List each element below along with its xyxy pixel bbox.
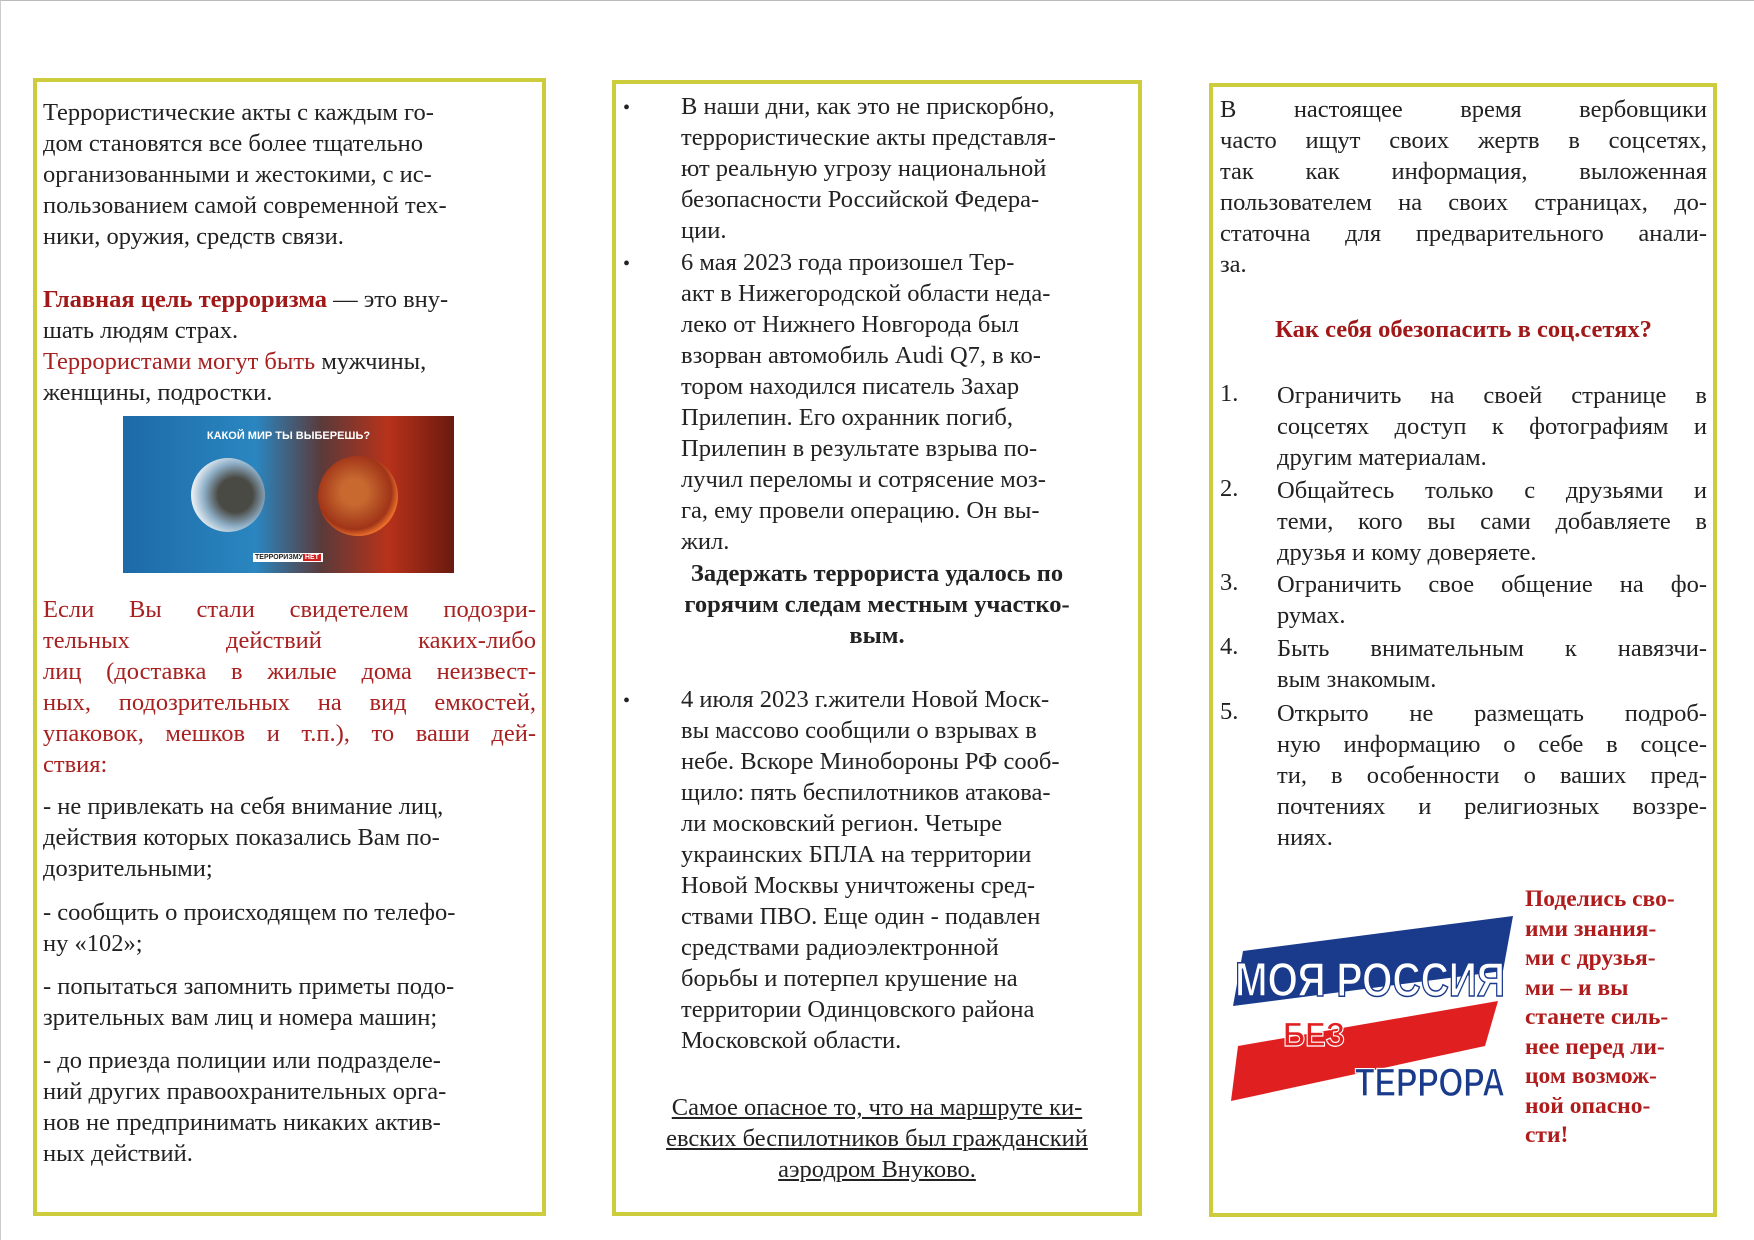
poster-title: КАКОЙ МИР ТЫ ВЫБЕРЕШЬ? [206,430,371,442]
list-item [1277,569,1707,631]
news-item [681,247,1050,557]
who-text: мужчины, [315,348,427,375]
text-line: аэродром Внуково. [778,1156,976,1183]
badge-text: ТЕРРОРИЗМУ [255,554,303,561]
text-line: щило: пять беспилотников атакова- [681,779,1051,806]
text-line: вы массово сообщили о взрывах в [681,717,1037,744]
text-line: тором находился писатель Захар [681,373,1020,400]
text-line: станете силь- [1525,1004,1669,1030]
text-line: взорван автомобиль Audi Q7, в ко- [681,342,1041,369]
text-line: организованными и жестокими, с ис- [43,161,432,188]
text-line: пользованием самой современной тех- [43,192,447,219]
text-line: ими знания- [1525,915,1657,942]
text-line: так как информация, выложенная [1220,158,1707,185]
text-line: пользователем на своих страницах, до- [1220,189,1707,216]
text-line: средствами радиоэлектронной [681,934,999,961]
list-item [1277,380,1707,473]
text-line: ную информацию о себе в соцсе- [1277,731,1707,758]
text-line: Быть внимательным к навязчи- [1277,635,1707,662]
text-line: действия которых показались Вам по- [43,824,440,851]
who-label: Террористами могут быть [43,348,316,375]
goal-label: Главная цель терроризма [43,286,328,313]
text-line: ний других правоохранительных орга- [43,1078,447,1105]
text-line: ти, в особенности о ваших пред- [1277,762,1707,789]
text-line: вым. [849,622,905,649]
text-line: 4 июля 2023 г.жители Новой Моск- [681,686,1050,713]
text-line: - сообщить о происходящем по телефо- [43,899,456,926]
text-line: другим материалам. [1277,444,1487,471]
text-line: акт в Нижегородской области неда- [681,280,1051,307]
action-item [43,897,455,959]
text-line: Если Вы стали свидетелем подозри- [43,596,536,623]
text-line: борьбы и потерпел крушение на [681,965,1018,992]
text-line: безопасности Российской Федера- [681,186,1040,213]
text-line: ниях. [1277,824,1333,851]
text-line: упаковок, мешков и т.п.), то ваши дей- [43,720,536,747]
text-line: 6 мая 2023 года произошел Тер- [681,249,1015,276]
text-line: ми с друзья- [1525,945,1656,971]
list-number: 3. [1220,569,1239,596]
text-line: Террористические акты с каждым го- [43,99,434,126]
poster-badge [253,553,323,562]
text-line: Поделись сво- [1525,886,1675,912]
list-item [1277,633,1707,695]
text-line: теми, кого вы сами добавляете в [1277,508,1707,535]
goal-paragraph [43,284,448,408]
text-line: ных действий. [43,1140,193,1167]
text-line: ной опасно- [1525,1092,1651,1119]
globe-bomb-icon [318,456,398,536]
list-item [1277,475,1707,568]
text-line: зрительных вам лиц и номера машин; [43,1004,438,1031]
text-line: - до приезда полиции или подразделе- [43,1047,441,1074]
text-line: Самое опасное то, что на маршруте ки- [671,1094,1083,1121]
text-line: ники, оружия, средств связи. [43,223,344,250]
text-line: ции. [681,217,727,244]
witness-paragraph [43,594,536,780]
text-line: часто ищут своих жертв в соцсетях, [1220,127,1707,154]
text-line: ствами ПВО. Еще один - подавлен [681,903,1041,930]
text-line: ют реальную угрозу национальной [681,155,1047,182]
text-line: Ограничить свое общение на фо- [1277,571,1707,598]
list-number: 1. [1220,380,1239,407]
text-line: нее перед ли- [1525,1033,1665,1060]
list-number: 4. [1220,633,1239,660]
text-line: почтениях и религиозных воззре- [1277,793,1707,820]
text-line: ми – и вы [1525,974,1629,1001]
action-item [43,791,443,884]
text-line: Прилепин. Его охранник погиб, [681,404,1014,431]
list-number: 2. [1220,475,1239,502]
goal-text: — это вну- [327,286,449,313]
text-line: га, ему провели операцию. Он вы- [681,497,1040,524]
list-item [1277,698,1707,853]
text-line: жил. [681,528,730,555]
text-line: Общайтесь только с друзьями и [1277,477,1707,504]
bullet-icon: • [623,253,631,275]
action-item [43,1045,446,1169]
badge-no: НЕТ [304,554,319,561]
recruiters-paragraph [1220,94,1707,280]
text-line: леко от Нижнего Новгорода был [681,311,1020,338]
text-line: - попытаться запомнить приметы подо- [43,973,455,1000]
logo-text-2: БЕЗ [1283,1016,1345,1054]
text-line: румах. [1277,602,1346,629]
text-line: тельных действий каких-либо [43,627,536,654]
text-line: украинских БПЛА на территории [681,841,1032,868]
text-line: за. [1220,251,1247,278]
text-line: дом становятся все более тщательно [43,130,424,157]
text-line: В наши дни, как это не прискорбно, [681,93,1055,120]
text-line: Ограничить на своей странице в [1277,382,1707,409]
bullet-icon: • [623,690,631,712]
news-item [681,91,1056,246]
intro-paragraph [43,97,447,252]
text-line: лучил переломы и сотрясение моз- [681,466,1046,493]
share-knowledge-note [1525,885,1675,1151]
news-item [681,684,1059,1056]
text-line: Московской области. [681,1027,902,1054]
text-line: нов не предпринимать никаких актив- [43,1109,441,1136]
who-text-2: женщины, подростки. [43,379,273,406]
text-line: - не привлекать на себя внимание лиц, [43,793,444,820]
text-line: ствия: [43,751,108,778]
goal-text-2: шать людям страх. [43,317,239,344]
text-line: лиц (доставка в жилые дома неизвест- [43,658,536,685]
moya-rossiya-logo [1223,896,1518,1121]
text-line: ну «102»; [43,930,143,957]
text-line: Прилепин в результате взрыва по- [681,435,1038,462]
poster-image [123,416,454,573]
text-line: вым знакомым. [1277,666,1437,693]
text-line: территории Одинцовского района [681,996,1035,1023]
arrest-note [622,558,1132,651]
text-line: сти! [1525,1122,1569,1148]
text-line: ных, подозрительных на вид емкостей, [43,689,536,716]
danger-note [622,1092,1132,1185]
text-line: В настоящее время вербовщики [1220,96,1707,123]
safety-heading: Как себя обезопасить в соц.сетях? [1275,316,1652,343]
text-line: Задержать террориста удалось по [690,560,1064,587]
text-line: дозрительными; [43,855,213,882]
text-line: ли московский регион. Четыре [681,810,1003,837]
action-item [43,971,454,1033]
text-line: соцсетях доступ к фотографиям и [1277,413,1707,440]
text-line: Открыто не размещать подроб- [1277,700,1707,727]
text-line: небе. Вскоре Минобороны РФ сооб- [681,748,1060,775]
text-line: террористические акты представля- [681,124,1056,151]
bullet-icon: • [623,97,631,119]
logo-text-3: ТЕРРОРА [1355,1061,1505,1105]
list-number: 5. [1220,698,1239,725]
globe-clean-icon [191,458,265,532]
text-line: Новой Москвы уничтожены сред- [681,872,1036,899]
text-line: горячим следам местным участко- [684,591,1070,618]
logo-text-1: МОЯ РОССИЯ [1235,954,1505,1007]
text-line: цом возмож- [1525,1063,1657,1089]
text-line: статочна для предварительного анали- [1220,220,1707,247]
text-line: друзья и кому доверяете. [1277,539,1537,566]
text-line: евских беспилотников был гражданский [666,1125,1088,1152]
